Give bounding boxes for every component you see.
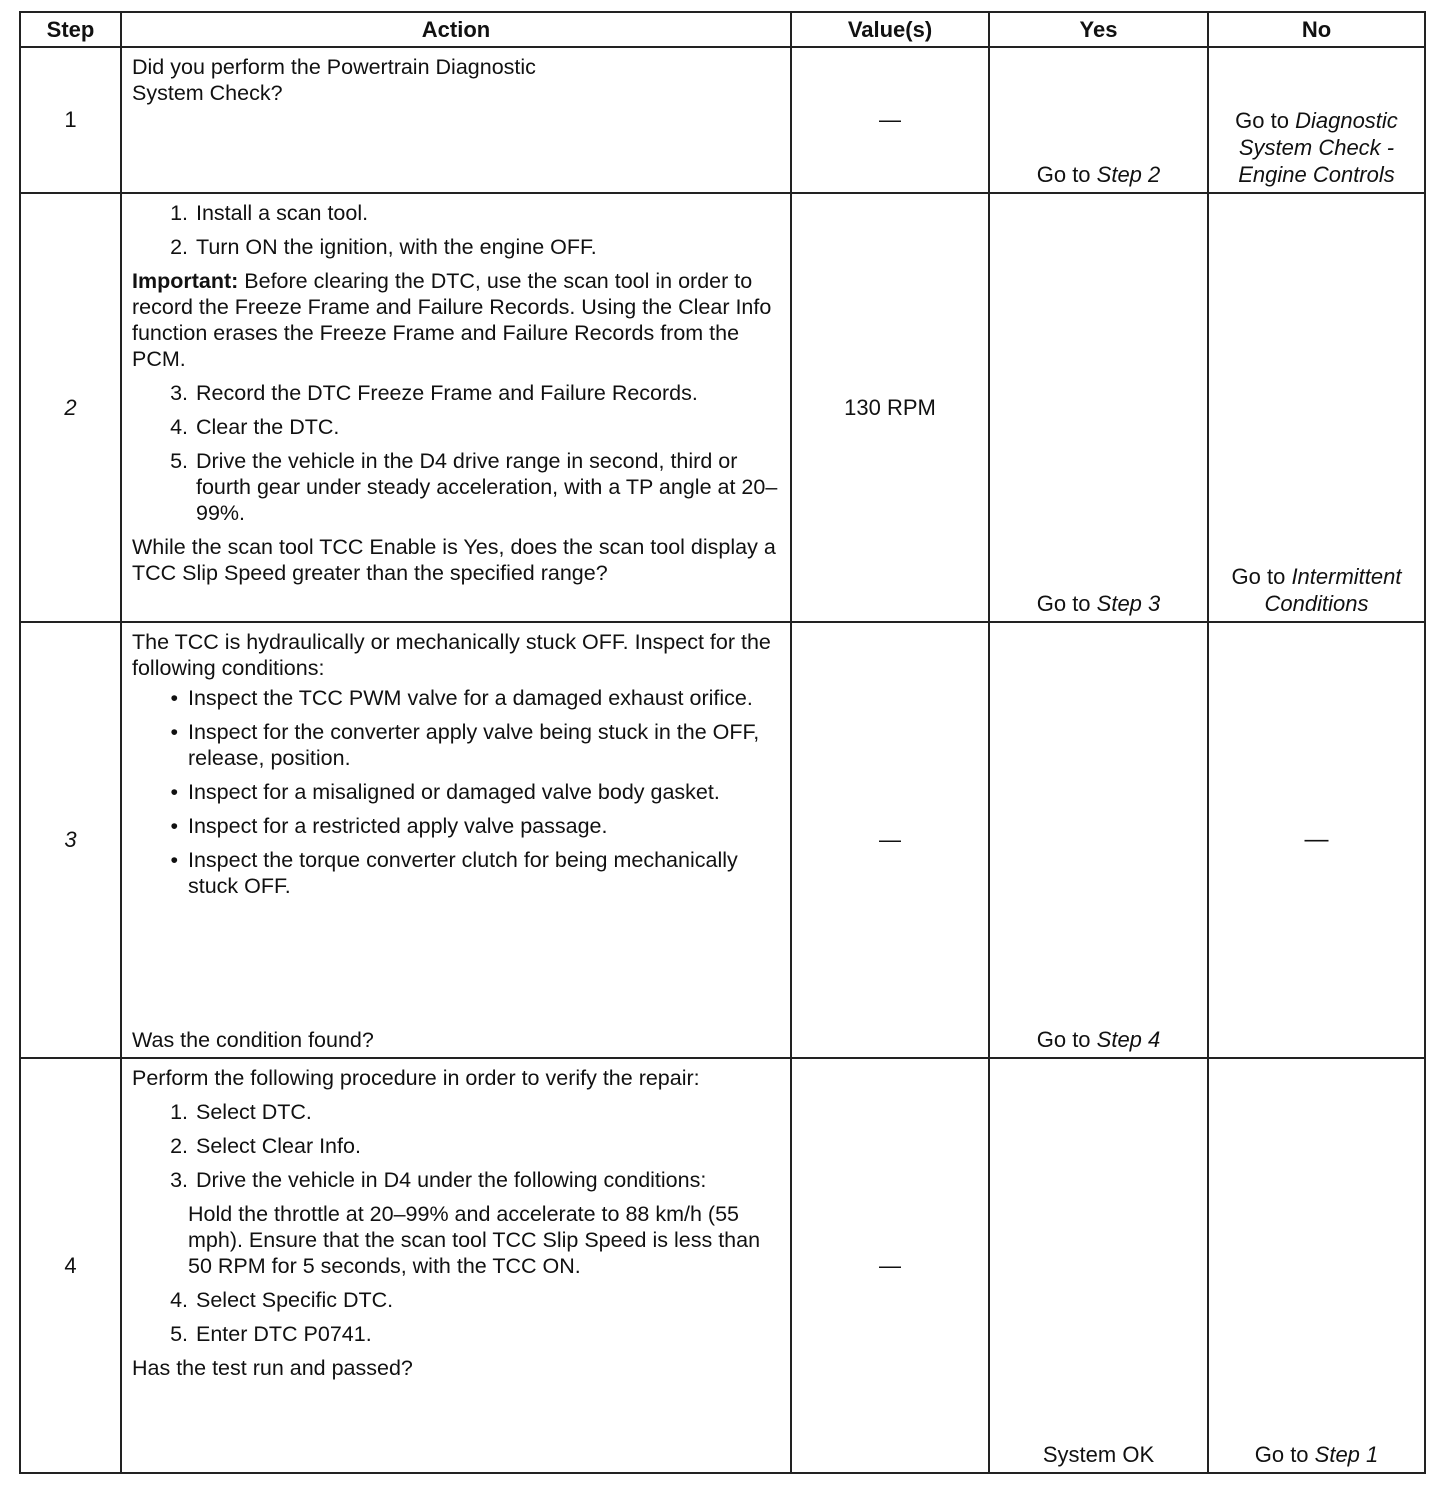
action-cell <box>121 47 791 193</box>
list-item: • Inspect the TCC PWM valve for a damaged exhaust orifice. <box>170 686 753 710</box>
list-item: 5. Enter DTC P0741. <box>170 1322 372 1346</box>
yes-link[interactable]: Step 2 <box>1096 162 1161 187</box>
action-list <box>132 1287 780 1347</box>
list-item: 4. Select Specific DTC. <box>170 1288 394 1312</box>
action-cell <box>121 1058 791 1473</box>
no-link[interactable]: Intermittent Conditions <box>1264 564 1402 616</box>
no-prefix: Go to <box>1235 108 1296 133</box>
intro-text: The TCC is hydraulically or mechanically stuck OFF. Inspect for the following conditions: <box>132 630 771 680</box>
header-action: Action <box>121 12 791 47</box>
list-item: 3. Record the DTC Freeze Frame and Failure Records. <box>170 381 698 405</box>
action-cell <box>121 622 791 1058</box>
list-item: • Inspect for a restricted apply valve passage. <box>170 814 608 838</box>
list-item: 4. Clear the DTC. <box>170 415 340 439</box>
no-cell <box>1208 47 1425 193</box>
question-text: Has the test run and passed? <box>132 1356 413 1380</box>
yes-link[interactable]: Step 4 <box>1096 1027 1161 1052</box>
important-note: Important: Before clearing the DTC, use the scan tool in order to record the Freeze Frame and Failure Records. Using the Clear Info function erases the Freeze Frame and Failure Records from the PCM. <box>132 269 772 371</box>
list-item: 3. Drive the vehicle in D4 under the following conditions: <box>170 1168 707 1192</box>
header-no: No <box>1208 12 1425 47</box>
step-number: 4 <box>20 1058 121 1473</box>
no-cell: Go to Step 1 <box>1208 1058 1425 1473</box>
list-item: 1. Select DTC. <box>170 1100 312 1124</box>
diagnostic-table <box>19 11 1426 1474</box>
list-item: 2. Turn ON the ignition, with the engine OFF. <box>170 235 597 259</box>
intro-text: Perform the following procedure in order to verify the repair: <box>132 1066 700 1090</box>
list-item: 2. Select Clear Info. <box>170 1134 361 1158</box>
value-cell: — <box>791 1058 989 1473</box>
action-text: Did you perform the Powertrain Diagnostic System Check? <box>132 55 536 105</box>
value-cell: — <box>791 622 989 1058</box>
action-list <box>132 380 780 526</box>
yes-link[interactable]: Step 3 <box>1096 591 1161 616</box>
table-row <box>20 1058 1425 1473</box>
list-item: 1. Install a scan tool. <box>170 201 369 225</box>
step-number: 1 <box>20 47 121 193</box>
yes-cell: Go to Step 3 <box>989 193 1208 622</box>
value-cell: — <box>791 47 989 193</box>
table-row <box>20 622 1425 1058</box>
question-text: While the scan tool TCC Enable is Yes, does the scan tool display a TCC Slip Speed greater than the specified range? <box>132 535 776 585</box>
bullet-list <box>132 685 780 899</box>
list-item: • Inspect the torque converter clutch for being mechanically stuck OFF. <box>170 848 738 898</box>
action-list <box>132 1099 780 1193</box>
step-number: 3 <box>20 622 121 1058</box>
table-row <box>20 47 1425 193</box>
header-step: Step <box>20 12 121 47</box>
step-number: 2 <box>20 193 121 622</box>
no-cell: Go to Intermittent Conditions <box>1208 193 1425 622</box>
no-link[interactable]: Diagnostic System Check - Engine Controls <box>1238 108 1398 187</box>
action-cell <box>121 193 791 622</box>
yes-prefix: Go to <box>1036 162 1097 187</box>
header-row <box>20 12 1425 47</box>
question-text: Was the condition found? <box>132 1028 374 1052</box>
no-link[interactable]: Step 1 <box>1314 1442 1379 1467</box>
action-list <box>132 200 780 260</box>
no-cell: — <box>1208 622 1425 1058</box>
header-yes: Yes <box>989 12 1208 47</box>
sub-instruction: Hold the throttle at 20–99% and accelerate to 88 km/h (55 mph). Ensure that the scan tool TCC Slip Speed is less than 50 RPM for 5 seconds, with the TCC ON. <box>188 1202 761 1278</box>
yes-cell: System OK <box>989 1058 1208 1473</box>
header-values: Value(s) <box>791 12 989 47</box>
list-item: • Inspect for a misaligned or damaged valve body gasket. <box>170 780 720 804</box>
list-item: 5. Drive the vehicle in the D4 drive range in second, third or fourth gear under steady acceleration, with a TP angle at 20–99%. <box>170 449 778 525</box>
yes-cell: Go to Step 4 <box>989 622 1208 1058</box>
table-row <box>20 193 1425 622</box>
value-cell: 130 RPM <box>791 193 989 622</box>
yes-cell <box>989 47 1208 193</box>
list-item: • Inspect for the converter apply valve being stuck in the OFF, release, position. <box>170 720 760 770</box>
